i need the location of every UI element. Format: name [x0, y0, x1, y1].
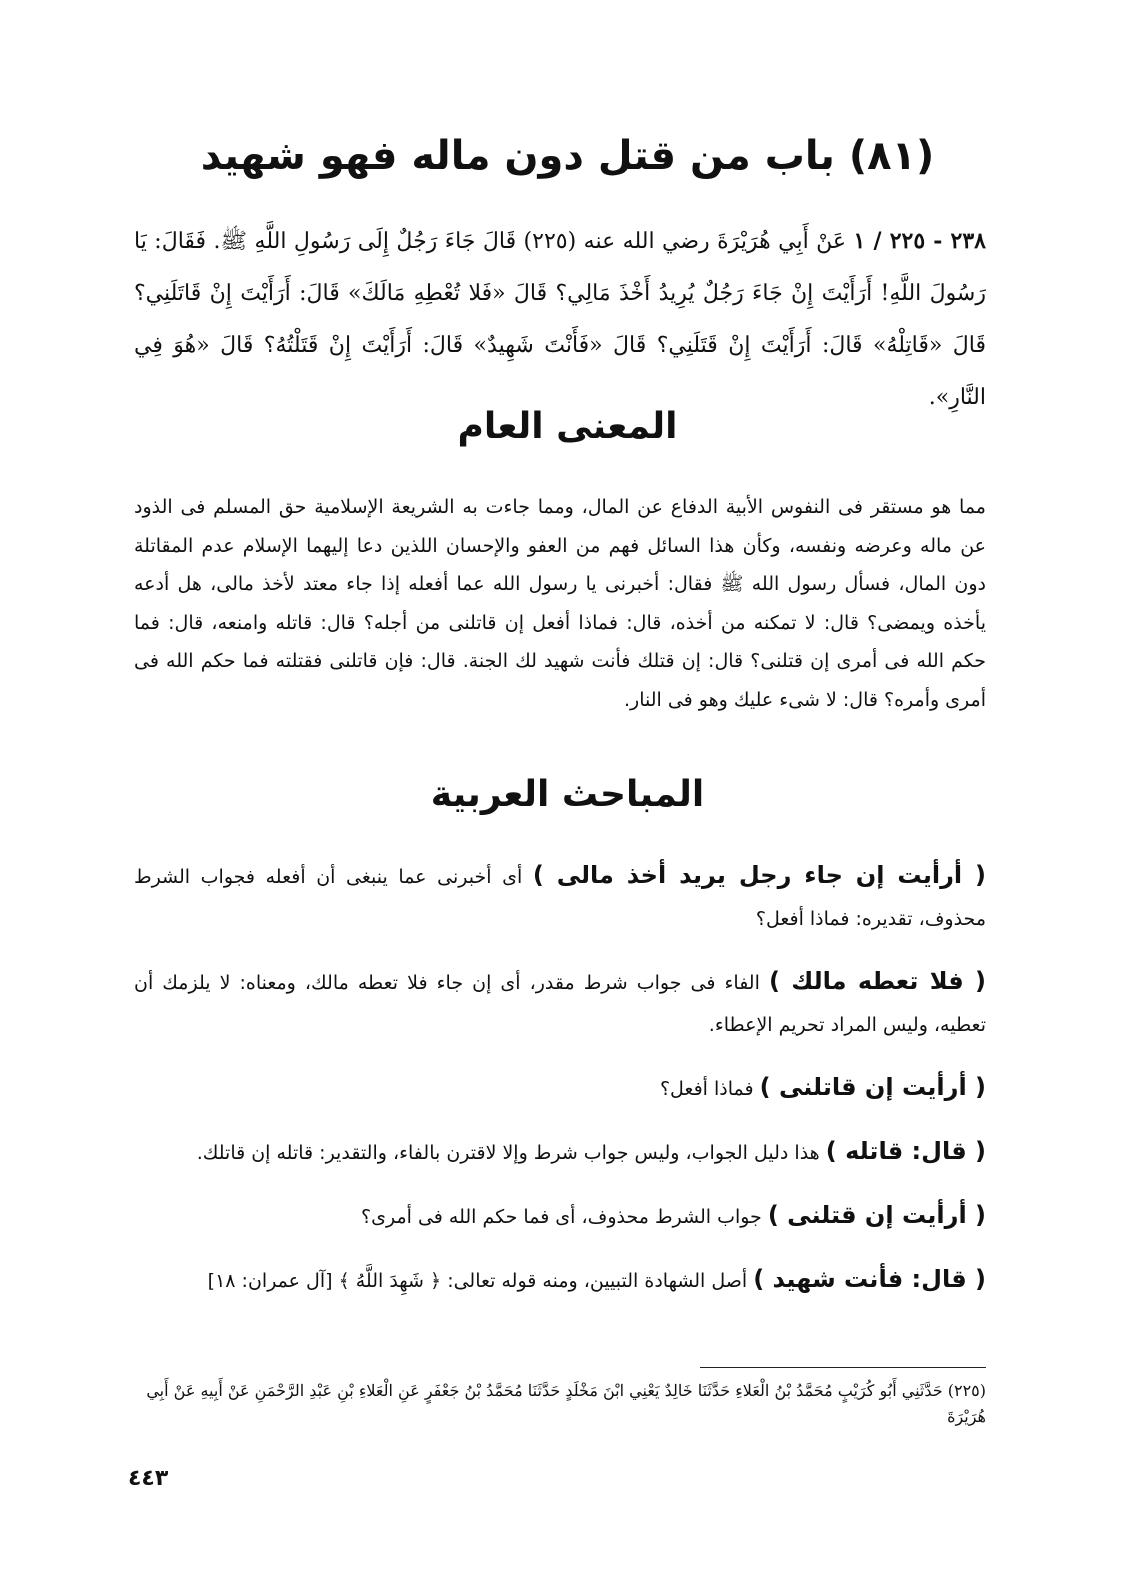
entry-explanation: أى أخبرنى عما ينبغى أن أفعله فجواب الشرط محذوف، تقديره: فماذا أفعل؟: [134, 866, 986, 930]
entry: [134, 960, 986, 1046]
arabic-studies-heading: المباحث العربية: [430, 774, 705, 815]
entry-explanation: أصل الشهادة التبيين، ومنه قوله تعالى: ﴿ شَهِدَ اللَّهُ ﴾ [آل عمران: ١٨]: [207, 1270, 748, 1292]
entry: [134, 1194, 986, 1238]
entry-explanation: جواب الشرط محذوف، أى فما حكم الله فى أمرى؟: [361, 1206, 762, 1228]
entry-explanation: هذا دليل الجواب، وليس جواب شرط وإلا لاقترن بالفاء، والتقدير: قاتله إن قاتلك.: [196, 1142, 820, 1164]
entry-term: ( فلا تعطه مالك ): [768, 967, 986, 995]
entry: [134, 854, 986, 940]
entry-term: ( أرأيت إن قتلنى ): [767, 1201, 986, 1229]
entry: [134, 1258, 986, 1302]
hadith-number: ٢٣٨ - ٢٢٥ / ١: [853, 228, 986, 254]
general-meaning-paragraph: مما هو مستقر فى النفوس الأبية الدفاع عن المال، ومما جاءت به الشريعة الإسلامية حق المسلم فى الذود عن ماله وعرضه ونفسه، وكأن هذا السائل فهم من العفو والإحسان اللذين دعا إليهما الإسلام عدم المقاتلة دون المال، فسأل رسول الله ﷺ فقال: أخبرنى يا رسول الله عما أفعله إذا جاء معتد لأخذ مالى، هل أدعه يأخذه ويمضى؟ قال: لا تمكنه من أخذه، قال: فماذا أفعل إن قاتلنى من أجله؟ قال: قاتله وامنعه، قال: فما حكم الله فى أمرى إن قتلنى؟ قال: إن قتلك فأنت شهيد لك الجنة. قال: فإن قاتلنى فقتلته فما حكم الله فى أمرى وأمره؟ قال: لا شىء عليك وهو فى النار.: [134, 496, 986, 711]
footnote-divider: [700, 1367, 986, 1368]
entry: [134, 1066, 986, 1110]
entry-explanation: الفاء فى جواب شرط مقدر، أى إن جاء فلا تعطه مالك، ومعناه: لا يلزمك أن تعطيه، وليس المراد تحريم الإعطاء.: [134, 972, 986, 1036]
entry-term: ( أرأيت إن جاء رجل يريد أخذ مالى ): [532, 861, 986, 889]
entry: [134, 1130, 986, 1174]
general-meaning-heading: المعنى العام: [457, 406, 678, 447]
footnote: (٢٢٥) حَدَّثَنِي أَبُو كُرَيْبٍ مُحَمَّدُ بْنُ الْعَلاءِ حَدَّثَنَا خَالِدٌ يَعْنِي ابْنَ مَخْلَدٍ حَدَّثَنَا مُحَمَّدُ بْنُ جَعْفَرٍ عَنِ الْعَلاءِ بْنِ عَبْدِ الرَّحْمَنِ عَنْ أَبِيهِ عَنْ أَبِي هُرَيْرَةَ: [146, 1381, 986, 1426]
page-number: ٤٤٣: [128, 1466, 169, 1491]
hadith-text: [134, 215, 986, 424]
chapter-title: (٨١) باب من قتل دون ماله فهو شهيد: [200, 133, 935, 179]
entry-term: ( قال: قاتله ): [825, 1137, 986, 1165]
entry-term: ( قال: فأنت شهيد ): [753, 1265, 986, 1293]
hadith-body: عَنْ أَبِي هُرَيْرَةَ رضي الله عنه (٢٢٥) قَالَ جَاءَ رَجُلٌ إِلَى رَسُولِ اللَّهِ ﷺ. فَقَالَ: يَا رَسُولَ اللَّهِ! أَرَأَيْتَ إِنْ جَاءَ رَجُلٌ يُرِيدُ أَخْذَ مَالِي؟ قَالَ «فَلا تُعْطِهِ مَالَكَ» قَالَ: أَرَأَيْتَ إِنْ قَاتَلَنِي؟ قَالَ «قَاتِلْهُ» قَالَ: أَرَأَيْتَ إِنْ قَتَلَنِي؟ قَالَ «فَأَنْتَ شَهِيدٌ» قَالَ: أَرَأَيْتَ إِنْ قَتَلْتُهُ؟ قَالَ «هُوَ فِي النَّارِ».: [134, 229, 986, 410]
entry-explanation: فماذا أفعل؟: [659, 1078, 754, 1100]
arabic-studies-entries: [134, 854, 986, 1322]
entry-term: ( أرأيت إن قاتلنى ): [759, 1073, 986, 1101]
